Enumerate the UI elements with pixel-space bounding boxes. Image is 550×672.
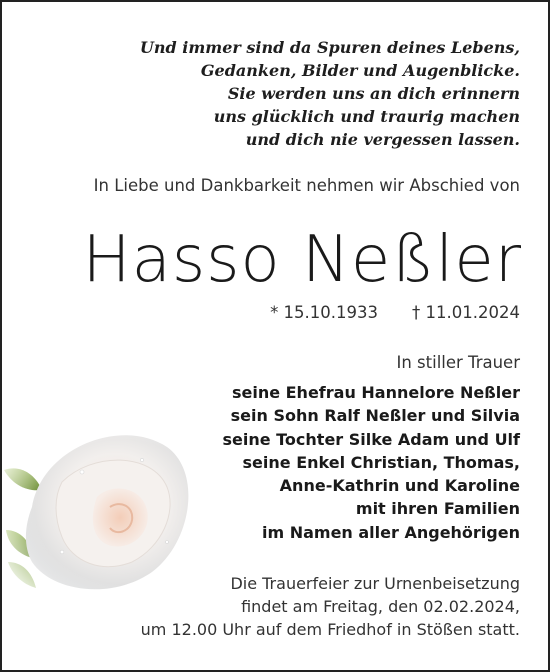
memorial-poem	[140, 36, 520, 151]
poem-line: und dich nie vergessen lassen.	[245, 130, 520, 149]
life-dates	[270, 303, 520, 322]
mourner-line: im Namen aller Angehörigen	[261, 522, 520, 542]
mourner-line: mit ihren Familien	[355, 499, 520, 519]
mourner-line: sein Sohn Ralf Neßler und Silvia	[230, 406, 520, 426]
mourning-label: In stiller Trauer	[396, 353, 520, 372]
poem-line: Und immer sind da Spuren deines Lebens,	[139, 38, 520, 57]
mourner-line: seine Ehefrau Hannelore Neßler	[231, 383, 520, 402]
birth-date: * 15.10.1933	[270, 303, 379, 322]
mourner-line: seine Enkel Christian, Thomas,	[242, 452, 520, 472]
poem-line: Sie werden uns an dich erinnern	[227, 84, 520, 103]
mourner-line: seine Tochter Silke Adam und Ulf	[222, 429, 520, 449]
service-line: findet am Freitag, den 02.02.2024,	[241, 597, 520, 616]
funeral-service-info	[141, 572, 520, 641]
deceased-name: Hasso Neßler	[82, 223, 522, 297]
mourner-line: Anne-Kathrin und Karoline	[279, 476, 520, 496]
death-date: † 11.01.2024	[412, 303, 520, 322]
poem-line: Gedanken, Bilder und Augenblicke.	[200, 61, 520, 80]
service-line: Die Trauerfeier zur Urnenbeisetzung	[230, 574, 520, 593]
service-line: um 12.00 Uhr auf dem Friedhof in Stößen statt.	[140, 620, 520, 639]
mourners-list	[222, 381, 520, 544]
poem-line: uns glücklich und traurig machen	[213, 107, 520, 126]
farewell-intro: In Liebe und Dankbarkeit nehmen wir Abschied von	[93, 176, 520, 195]
